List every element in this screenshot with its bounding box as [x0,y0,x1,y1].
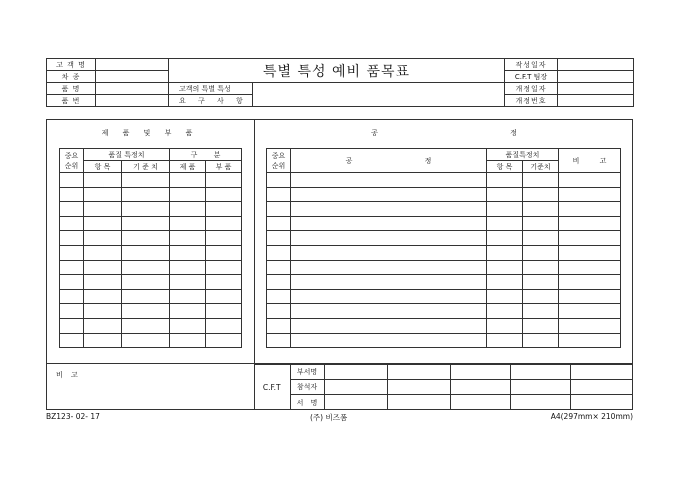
product-part-cell[interactable] [122,173,170,188]
process-cell[interactable] [559,275,621,290]
process-cell[interactable] [267,231,291,246]
product-part-row [60,289,242,304]
doc-code: BZ123- 02- 17 [46,412,100,421]
header-remarks: 비 고 [559,149,621,173]
product-part-cell[interactable] [170,202,206,217]
field-part-number[interactable] [96,95,169,107]
right-section-title-text: 공 정 [371,129,517,137]
process-cell[interactable] [487,275,523,290]
product-part-cell[interactable] [122,318,170,333]
paper-size: A4(297mm× 210mm) [550,412,633,421]
product-part-table [59,148,242,348]
cft-attendee-4[interactable] [510,380,570,395]
header-division: 구 분 [170,149,242,161]
header-part: 부 품 [206,161,242,173]
process-cell[interactable] [487,202,523,217]
left-section-title: 제 품 및 부 품 [101,129,199,137]
product-part-cell[interactable] [60,275,84,290]
product-part-cell[interactable] [60,173,84,188]
process-cell[interactable] [487,304,523,319]
cft-attendee-3[interactable] [450,380,510,395]
process-row [267,289,621,304]
header-table [46,58,634,107]
process-cell[interactable] [267,260,291,275]
form-title: 특별 특성 예비 품목표 [169,59,505,83]
process-row [267,187,621,202]
product-part-cell[interactable] [170,318,206,333]
right-section-title [255,128,633,138]
process-cell[interactable] [291,245,487,260]
product-part-cell[interactable] [170,275,206,290]
product-part-cell[interactable] [206,333,242,348]
process-cell[interactable] [559,318,621,333]
label-vehicle: 차 종 [47,71,96,83]
product-part-cell[interactable] [206,304,242,319]
product-part-cell[interactable] [122,304,170,319]
product-part-cell[interactable] [170,231,206,246]
cft-signature-label: 서 명 [290,395,324,410]
cft-table [254,364,633,410]
process-row [267,173,621,188]
cft-label: C.F.T [254,365,290,411]
product-part-cell[interactable] [84,245,122,260]
process-cell[interactable] [267,216,291,231]
process-cell[interactable] [291,289,487,304]
process-row [267,260,621,275]
product-part-cell[interactable] [122,260,170,275]
label-created-date: 작성일자 [505,59,558,71]
product-part-cell[interactable] [84,289,122,304]
process-cell[interactable] [487,260,523,275]
cft-dept-3[interactable] [450,365,510,380]
product-part-cell[interactable] [206,231,242,246]
process-cell[interactable] [291,173,487,188]
process-cell[interactable] [267,187,291,202]
process-row [267,245,621,260]
field-revision-date[interactable] [558,83,634,95]
product-part-row [60,245,242,260]
product-part-cell[interactable] [122,333,170,348]
product-part-cell[interactable] [122,231,170,246]
product-part-cell[interactable] [60,289,84,304]
process-row [267,216,621,231]
process-cell[interactable] [291,333,487,348]
product-part-cell[interactable] [170,173,206,188]
process-cell[interactable] [291,187,487,202]
product-part-cell[interactable] [60,333,84,348]
product-part-cell[interactable] [206,245,242,260]
header-process-item: 항 목 [487,161,523,173]
product-part-cell[interactable] [170,304,206,319]
process-cell[interactable] [559,202,621,217]
process-row [267,318,621,333]
product-part-cell[interactable] [170,216,206,231]
product-part-cell[interactable] [122,275,170,290]
header-priority: 중요 순위 [60,149,84,173]
process-cell[interactable] [267,173,291,188]
process-cell[interactable] [559,289,621,304]
product-part-row [60,333,242,348]
process-cell[interactable] [523,318,559,333]
process-cell[interactable] [291,275,487,290]
cft-attendee-5[interactable] [570,380,633,395]
process-row [267,202,621,217]
product-part-cell[interactable] [60,231,84,246]
label-cft-leader: C.F.T 팀장 [505,71,558,83]
process-cell[interactable] [291,202,487,217]
process-cell[interactable] [291,304,487,319]
process-row [267,304,621,319]
process-cell[interactable] [267,275,291,290]
product-part-cell[interactable] [60,202,84,217]
product-part-cell[interactable] [84,173,122,188]
product-part-cell[interactable] [84,187,122,202]
process-cell[interactable] [291,231,487,246]
cft-dept-1[interactable] [324,365,387,380]
product-part-cell[interactable] [170,333,206,348]
process-cell[interactable] [559,173,621,188]
header-product: 제 품 [170,161,206,173]
process-cell[interactable] [559,187,621,202]
product-part-row [60,318,242,333]
product-part-row [60,304,242,319]
product-part-cell[interactable] [84,275,122,290]
product-part-cell[interactable] [84,333,122,348]
product-part-row [60,275,242,290]
product-part-row [60,260,242,275]
process-cell[interactable] [487,216,523,231]
header-process: 공 정 [291,149,487,173]
label-revision-date: 개정일자 [505,83,558,95]
company-name: (주) 비즈폼 [310,413,348,422]
header-process-standard: 기준치 [523,161,559,173]
product-part-cell[interactable] [206,202,242,217]
header-standard: 기 준 치 [122,161,170,173]
process-cell[interactable] [487,245,523,260]
product-part-cell[interactable] [60,318,84,333]
product-part-cell[interactable] [206,318,242,333]
header-item: 항 목 [84,161,122,173]
product-part-cell[interactable] [60,187,84,202]
header-process-priority: 중요 순위 [267,149,291,173]
process-cell[interactable] [559,245,621,260]
process-cell[interactable] [523,275,559,290]
process-cell[interactable] [559,333,621,348]
label-part-number: 품 번 [47,95,96,107]
process-cell[interactable] [523,187,559,202]
label-part-name: 품 명 [47,83,96,95]
product-part-cell[interactable] [206,173,242,188]
process-cell[interactable] [559,231,621,246]
field-vehicle[interactable] [96,71,169,83]
product-part-cell[interactable] [60,260,84,275]
process-cell[interactable] [487,231,523,246]
process-cell[interactable] [523,173,559,188]
field-created-date[interactable] [558,59,634,71]
product-part-cell[interactable] [122,187,170,202]
product-part-cell[interactable] [84,231,122,246]
process-cell[interactable] [267,289,291,304]
process-cell[interactable] [267,245,291,260]
cft-dept-label: 부서명 [290,365,324,380]
header-process-quality: 품질특정치 [487,149,559,161]
product-part-cell[interactable] [122,202,170,217]
product-part-cell[interactable] [84,216,122,231]
product-part-cell[interactable] [84,304,122,319]
process-cell[interactable] [559,304,621,319]
cft-sign-5[interactable] [570,395,633,410]
product-part-cell[interactable] [206,216,242,231]
remarks-label: 비 고 [56,371,78,379]
process-cell[interactable] [559,260,621,275]
process-cell[interactable] [487,173,523,188]
product-part-cell[interactable] [60,216,84,231]
field-customer-requirements[interactable] [253,83,505,107]
process-cell[interactable] [267,202,291,217]
product-part-cell[interactable] [84,318,122,333]
product-part-row [60,173,242,188]
process-cell[interactable] [487,289,523,304]
product-part-row [60,231,242,246]
process-cell[interactable] [291,216,487,231]
product-part-cell[interactable] [84,202,122,217]
cft-sign-1[interactable] [324,395,387,410]
cft-dept-4[interactable] [510,365,570,380]
field-part-name[interactable] [96,83,169,95]
process-row [267,275,621,290]
product-part-cell[interactable] [122,245,170,260]
header-quality-characteristic: 품질 특정치 [84,149,170,161]
label-customer: 고 객 명 [47,59,96,71]
field-revision-number[interactable] [558,95,634,107]
field-cft-leader[interactable] [558,71,634,83]
label-revision-number: 개정번호 [505,95,558,107]
cft-attendee-label: 참석자 [290,380,324,395]
process-row [267,231,621,246]
cft-attendee-1[interactable] [324,380,387,395]
process-cell[interactable] [523,216,559,231]
field-customer[interactable] [96,59,169,71]
process-cell[interactable] [559,216,621,231]
product-part-cell[interactable] [206,289,242,304]
process-cell[interactable] [523,304,559,319]
cft-sign-4[interactable] [510,395,570,410]
cft-sign-3[interactable] [450,395,510,410]
product-part-cell[interactable] [170,260,206,275]
process-cell[interactable] [267,304,291,319]
process-cell[interactable] [487,333,523,348]
process-cell[interactable] [267,333,291,348]
product-part-cell[interactable] [206,260,242,275]
process-cell[interactable] [523,231,559,246]
process-cell[interactable] [487,187,523,202]
process-cell[interactable] [523,202,559,217]
product-part-row [60,202,242,217]
process-cell[interactable] [291,318,487,333]
label-customer-special: 고객의 특별 특성 [169,83,253,95]
product-part-cell[interactable] [122,289,170,304]
product-part-cell[interactable] [170,187,206,202]
product-part-row [60,216,242,231]
product-part-cell[interactable] [206,187,242,202]
cft-attendee-2[interactable] [387,380,450,395]
process-cell[interactable] [487,318,523,333]
process-table [266,148,621,348]
cft-dept-5[interactable] [570,365,633,380]
process-cell[interactable] [267,318,291,333]
product-part-cell[interactable] [206,275,242,290]
label-requirements: 요 구 사 항 [169,95,253,107]
product-part-cell[interactable] [122,216,170,231]
product-part-cell[interactable] [170,245,206,260]
process-cell[interactable] [523,333,559,348]
process-cell[interactable] [291,260,487,275]
process-cell[interactable] [523,245,559,260]
cft-dept-2[interactable] [387,365,450,380]
product-part-cell[interactable] [84,260,122,275]
product-part-cell[interactable] [170,289,206,304]
product-part-row [60,187,242,202]
process-cell[interactable] [523,260,559,275]
process-cell[interactable] [523,289,559,304]
cft-sign-2[interactable] [387,395,450,410]
product-part-cell[interactable] [60,245,84,260]
process-row [267,333,621,348]
product-part-cell[interactable] [60,304,84,319]
